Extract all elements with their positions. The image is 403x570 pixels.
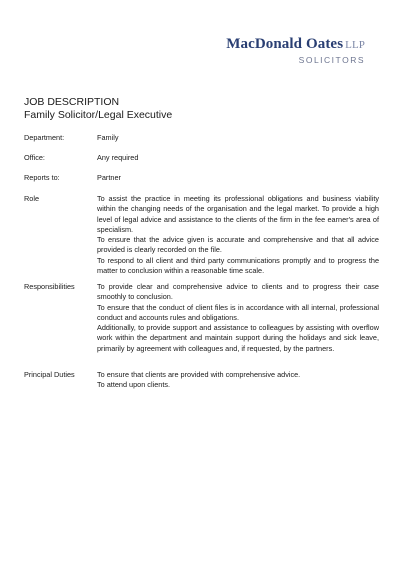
role-section bbox=[24, 194, 379, 276]
company-logo bbox=[226, 36, 365, 65]
logo-firm-name: MacDonald Oates bbox=[226, 36, 344, 52]
office-label: Office: bbox=[24, 153, 45, 162]
job-title: Family Solicitor/Legal Executive bbox=[24, 109, 173, 121]
logo-subtitle: SOLICITORS bbox=[298, 55, 365, 65]
document-title: JOB DESCRIPTION bbox=[24, 96, 120, 108]
responsibilities-label: Responsibilities bbox=[24, 282, 75, 291]
role-paragraph: To ensure that the advice given is accurate and comprehensive and that all advice provided is clearly recorded on the file. bbox=[97, 235, 379, 255]
office-value: Any required bbox=[97, 153, 139, 162]
principal-duties-label: Principal Duties bbox=[24, 370, 75, 379]
office-row bbox=[24, 153, 379, 163]
department-row bbox=[24, 133, 379, 143]
logo-suffix: LLP bbox=[345, 39, 365, 51]
responsibilities-section bbox=[24, 282, 379, 354]
responsibilities-paragraph: Additionally, to provide support and assistance to colleagues by assisting with overflow work within the department and maintain support during the holidays and sick leave, primarily by agreement with colleagues and, if requested, by the partners. bbox=[97, 323, 379, 353]
principal-duties-section bbox=[24, 370, 379, 391]
role-text bbox=[97, 194, 379, 276]
reports-to-value: Partner bbox=[97, 173, 121, 182]
principal-duties-paragraph: To ensure that clients are provided with comprehensive advice. bbox=[97, 370, 301, 379]
department-label: Department: bbox=[24, 133, 65, 142]
reports-to-label: Reports to: bbox=[24, 173, 60, 182]
responsibilities-paragraph: To provide clear and comprehensive advice to clients and to progress their case smoothly to conclusion. bbox=[97, 282, 379, 302]
role-paragraph: To respond to all client and third party communications promptly and to progress the matter to conclusion within a reasonable time scale. bbox=[97, 255, 379, 276]
reports-to-row bbox=[24, 173, 379, 183]
logo-name bbox=[226, 36, 365, 53]
responsibilities-paragraph: To ensure that the conduct of client files is in accordance with all internal, professional conduct and accounts rules and obligations. bbox=[97, 302, 379, 322]
role-paragraph: To assist the practice in meeting its professional obligations and business viability within the changing needs of the organisation and the legal market. To provide a high level of legal advice and assistance to the clients of the firm in the fee earner's area of specialism. bbox=[97, 194, 379, 234]
responsibilities-text bbox=[97, 282, 379, 354]
principal-duties-paragraph: To attend upon clients. bbox=[97, 380, 171, 390]
principal-duties-text bbox=[97, 370, 379, 391]
department-value: Family bbox=[97, 133, 119, 142]
role-label: Role bbox=[24, 194, 40, 203]
